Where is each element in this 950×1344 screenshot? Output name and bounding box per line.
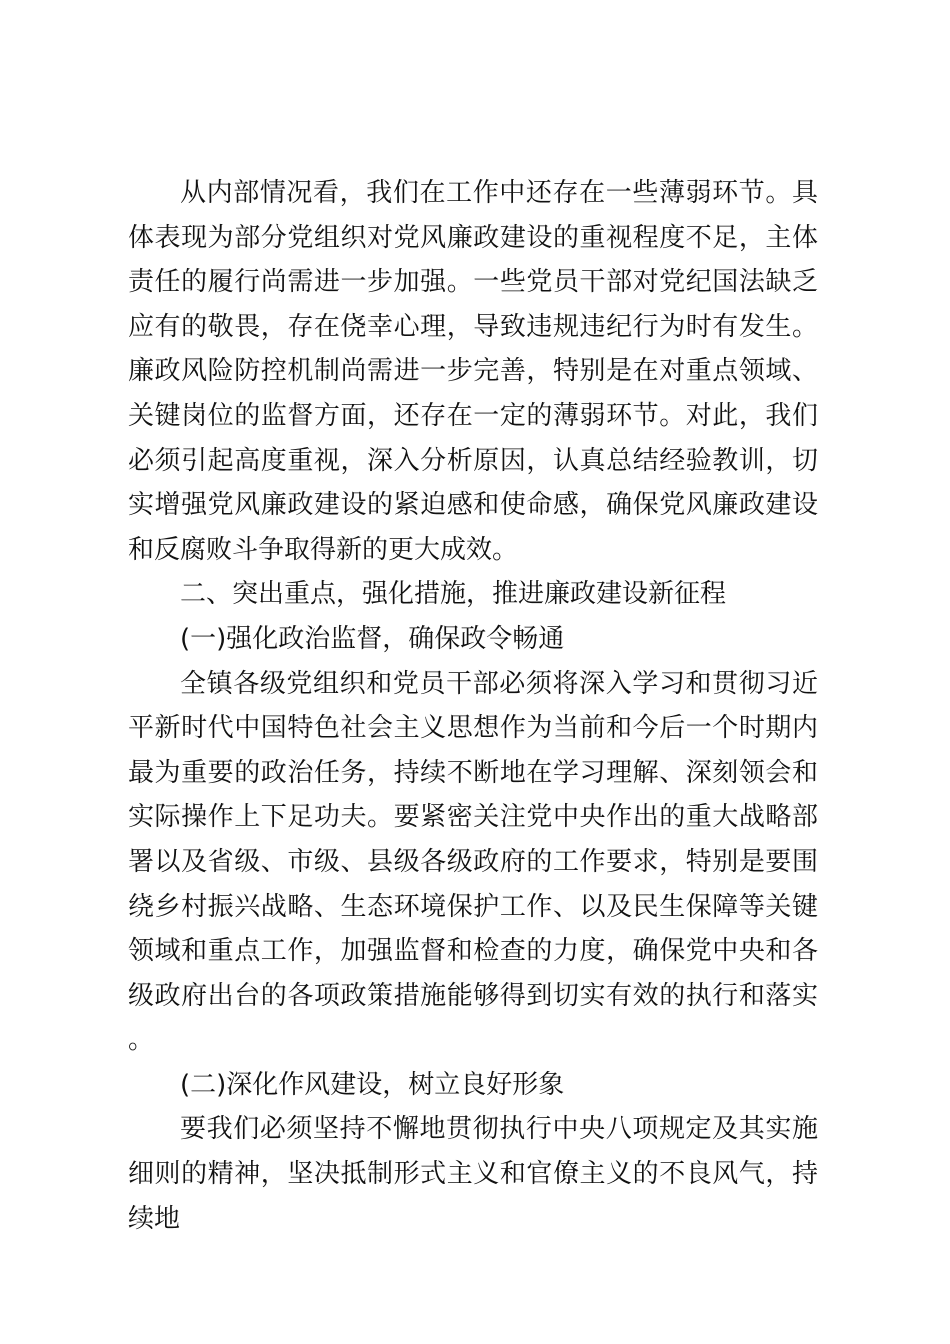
paragraph-work-style: 要我们必须坚持不懈地贯彻执行中央八项规定及其实施细则的精神，坚决抵制形式主义和官僚主义的不良风气，持续地: [128, 1114, 818, 1234]
section-heading-two: 二、突出重点，强化措施，推进廉政建设新征程: [180, 579, 727, 610]
paragraph-political-supervision: 全镇各级党组织和党员干部必须将深入学习和贯彻习近平新时代中国特色社会主义思想作为当前和今后一个时期内最为重要的政治任务，持续不断地在学习理解、深刻领会和实际操作上下足功夫。要紧密关注党中央作出的重大战略部署以及省级、市级、县级各级政府的工作要求，特别是要围绕乡村振兴战略、生态环境保护工作、以及民生保障等关键领域和重点工作，加强监督和检查的力度，确保党中央和各级政府出台的各项政策措施能够得到切实有效的执行和落实。: [128, 668, 818, 1056]
subheading-political-supervision: (一)强化政治监督，确保政令畅通: [180, 623, 565, 654]
document-body: [128, 171, 818, 1241]
subheading-work-style: (二)深化作风建设，树立良好形象: [180, 1069, 565, 1100]
paragraph-internal-situation: 从内部情况看，我们在工作中还存在一些薄弱环节。具体表现为部分党组织对党风廉政建设的重视程度不足，主体责任的履行尚需进一步加强。一些党员干部对党纪国法缺乏应有的敬畏，存在侥幸心理，导致违规违纪行为时有发生。廉政风险防控机制尚需进一步完善，特别是在对重点领域、关键岗位的监督方面，还存在一定的薄弱环节。对此，我们必须引起高度重视，深入分析原因，认真总结经验教训，切实增强党风廉政建设的紧迫感和使命感，确保党风廉政建设和反腐败斗争取得新的更大成效。: [128, 178, 818, 565]
